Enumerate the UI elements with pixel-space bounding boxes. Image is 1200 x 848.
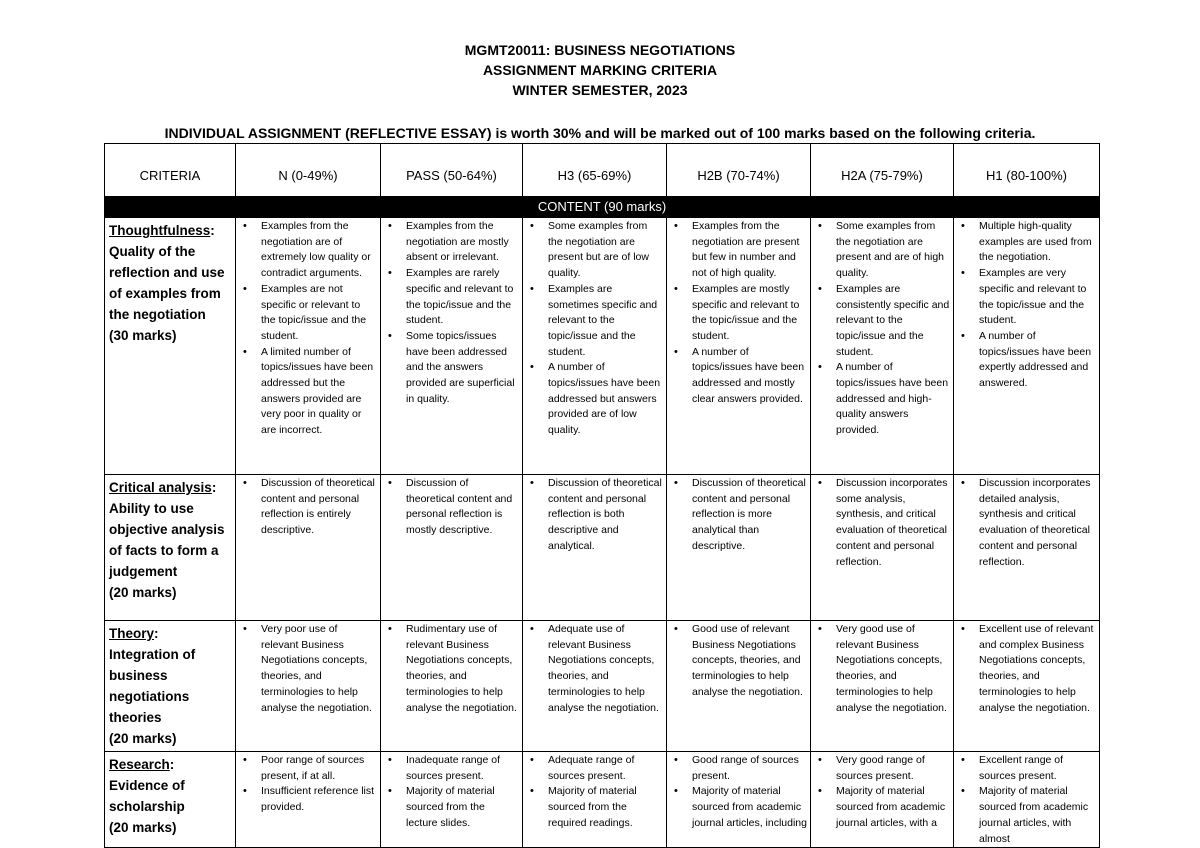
grade-cell-pass — [381, 475, 523, 621]
criteria-point: • Examples from the negotiation are mostly absent or irrelevant. — [406, 219, 519, 266]
criteria-point: • Discussion of theoretical content and personal reflection is mostly descriptive. — [406, 476, 519, 539]
grade-cell-h2b — [667, 218, 811, 475]
criteria-point-list — [384, 476, 519, 539]
content-band-label: CONTENT (90 marks) — [105, 197, 1100, 218]
criteria-point: • Good use of relevant Business Negotiations concepts, theories, and terminologies to help analyse the negotiation. — [692, 622, 807, 701]
grade-cell-pass — [381, 621, 523, 752]
criteria-point: • Some examples from the negotiation are present but are of low quality. — [548, 219, 663, 282]
criteria-point: • Discussion of theoretical content and personal reflection is entirely descriptive. — [261, 476, 377, 539]
criteria-point: • A number of topics/issues have been addressed and high-quality answers provided. — [836, 360, 950, 439]
criteria-cell: Theory: Integration of business negotiations theories (20 marks) — [105, 621, 236, 752]
criteria-point-list — [957, 219, 1096, 392]
column-header-h2a: H2A (75-79%) — [811, 144, 954, 197]
grade-cell-h2a — [811, 475, 954, 621]
criteria-name: Critical analysis — [109, 480, 212, 495]
criteria-cell: Research: Evidence of scholarship (20 marks) — [105, 752, 236, 848]
criteria-point-list — [957, 622, 1096, 716]
criteria-point: • A number of topics/issues have been addressed but answers provided are of low quality. — [548, 360, 663, 439]
criteria-point-list — [384, 219, 519, 407]
criteria-point-list — [239, 753, 377, 816]
content-band-row — [105, 197, 1100, 218]
criteria-point: • Excellent range of sources present. — [979, 753, 1096, 784]
grade-cell-n — [236, 621, 381, 752]
criteria-point: • Examples are very specific and relevant to the topic/issue and the student. — [979, 266, 1096, 329]
criteria-point: • Very good range of sources present. — [836, 753, 950, 784]
criteria-point-list — [384, 622, 519, 716]
criteria-row — [105, 621, 1100, 752]
column-header-h1: H1 (80-100%) — [954, 144, 1100, 197]
criteria-point: • Examples are consistently specific and relevant to the topic/issue and the student. — [836, 282, 950, 361]
criteria-point: • Some topics/issues have been addressed and the answers provided are superficial in quality. — [406, 329, 519, 408]
criteria-point: • Inadequate range of sources present. — [406, 753, 519, 784]
criteria-point-list — [526, 622, 663, 716]
criteria-point-list — [526, 476, 663, 555]
criteria-point: • A number of topics/issues have been addressed and mostly clear answers provided. — [692, 345, 807, 408]
grade-cell-h2a — [811, 752, 954, 848]
criteria-point-list — [526, 219, 663, 439]
grade-cell-h2a — [811, 218, 954, 475]
grade-cell-n — [236, 475, 381, 621]
grade-cell-h3 — [523, 218, 667, 475]
criteria-point: • Majority of material sourced from the lecture slides. — [406, 784, 519, 831]
grade-cell-h2b — [667, 752, 811, 848]
criteria-point-list — [239, 622, 377, 716]
grade-cell-h3 — [523, 475, 667, 621]
criteria-point: • Majority of material sourced from the required readings. — [548, 784, 663, 831]
criteria-point: • Examples from the negotiation are present but few in number and not of high quality. — [692, 219, 807, 282]
grade-cell-h3 — [523, 752, 667, 848]
grade-cell-n — [236, 218, 381, 475]
criteria-point-list — [957, 476, 1096, 570]
column-header-criteria: CRITERIA — [105, 144, 236, 197]
grade-cell-h3 — [523, 621, 667, 752]
criteria-point-list — [526, 753, 663, 832]
criteria-marks: (20 marks) — [109, 585, 177, 600]
criteria-point-list — [670, 622, 807, 701]
criteria-point-list — [670, 476, 807, 555]
criteria-description: Integration of business negotiations theories — [109, 647, 196, 725]
column-header-n: N (0-49%) — [236, 144, 381, 197]
criteria-name: Theory — [109, 626, 155, 641]
document-title: ASSIGNMENT MARKING CRITERIA — [482, 62, 718, 78]
criteria-cell: Critical analysis: Ability to use objective analysis of facts to form a judgement (20 marks) — [105, 475, 236, 621]
criteria-point: • Discussion incorporates detailed analysis, synthesis and critical evaluation of theoretical content and personal reflection. — [979, 476, 1096, 570]
criteria-row — [105, 218, 1100, 475]
criteria-point: • Very poor use of relevant Business Negotiations concepts, theories, and terminologies to help analyse the negotiation. — [261, 622, 377, 716]
criteria-point: • Discussion of theoretical content and personal reflection is both descriptive and analytical. — [548, 476, 663, 555]
criteria-description: Evidence of scholarship — [109, 778, 185, 814]
criteria-point: • Majority of material sourced from academic journal articles, including — [692, 784, 807, 831]
criteria-marks: (30 marks) — [109, 328, 177, 343]
column-header-h3: H3 (65-69%) — [523, 144, 667, 197]
grade-cell-h2b — [667, 475, 811, 621]
criteria-point: • Adequate use of relevant Business Negotiations concepts, theories, and terminologies to help analyse the negotiation. — [548, 622, 663, 716]
table-header-row — [105, 144, 1100, 197]
criteria-name: Thoughtfulness — [109, 223, 211, 238]
criteria-point: • Examples are mostly specific and relevant to the topic/issue and the student. — [692, 282, 807, 345]
marking-criteria-table — [104, 143, 1100, 848]
criteria-marks: (20 marks) — [109, 820, 177, 835]
criteria-point: • Adequate range of sources present. — [548, 753, 663, 784]
criteria-point-list — [814, 219, 950, 439]
criteria-point: • Examples from the negotiation are of extremely low quality or contradict arguments. — [261, 219, 377, 282]
criteria-point: • A number of topics/issues have been expertly addressed and answered. — [979, 329, 1096, 392]
grade-cell-h1 — [954, 218, 1100, 475]
criteria-point: • A limited number of topics/issues have been addressed but the answers provided are very poor in quality or are incorrect. — [261, 345, 377, 439]
criteria-description: Quality of the reflection and use of examples from the negotiation — [109, 244, 225, 322]
column-header-h2b: H2B (70-74%) — [667, 144, 811, 197]
criteria-point: • Poor range of sources present, if at all. — [261, 753, 377, 784]
grade-cell-pass — [381, 752, 523, 848]
grade-cell-h2b — [667, 621, 811, 752]
criteria-point: • Some examples from the negotiation are present and are of high quality. — [836, 219, 950, 282]
column-header-pass: PASS (50-64%) — [381, 144, 523, 197]
criteria-point: • Examples are rarely specific and relevant to the topic/issue and the student. — [406, 266, 519, 329]
grade-cell-pass — [381, 218, 523, 475]
criteria-point: • Majority of material sourced from academic journal articles, with a — [836, 784, 950, 831]
criteria-point: • Excellent use of relevant and complex Business Negotiations concepts, theories, and terminologies to help analyse the negotiation. — [979, 622, 1096, 716]
criteria-point-list — [814, 753, 950, 832]
criteria-point-list — [670, 753, 807, 832]
criteria-row — [105, 752, 1100, 848]
criteria-point-list — [814, 622, 950, 716]
grade-cell-h1 — [954, 752, 1100, 848]
criteria-point: • Examples are sometimes specific and relevant to the topic/issue and the student. — [548, 282, 663, 361]
criteria-point: • Discussion of theoretical content and personal reflection is more analytical than descriptive. — [692, 476, 807, 555]
criteria-point: • Very good use of relevant Business Negotiations concepts, theories, and terminologies to help analyse the negotiation. — [836, 622, 950, 716]
criteria-point: • Majority of material sourced from academic journal articles, with almost — [979, 784, 1096, 847]
semester-title: WINTER SEMESTER, 2023 — [512, 82, 688, 98]
criteria-point-list — [239, 476, 377, 539]
grade-cell-n — [236, 752, 381, 848]
criteria-point: • Rudimentary use of relevant Business Negotiations concepts, theories, and terminologies to help analyse the negotiation. — [406, 622, 519, 716]
criteria-point-list — [239, 219, 377, 439]
criteria-point-list — [670, 219, 807, 407]
criteria-point-list — [384, 753, 519, 832]
criteria-point: • Good range of sources present. — [692, 753, 807, 784]
criteria-marks: (20 marks) — [109, 731, 177, 746]
document-header — [0, 40, 1200, 100]
grade-cell-h1 — [954, 475, 1100, 621]
course-title: MGMT20011: BUSINESS NEGOTIATIONS — [464, 42, 736, 58]
criteria-point-list — [814, 476, 950, 570]
criteria-name: Research — [109, 757, 170, 772]
criteria-point: • Insufficient reference list provided. — [261, 784, 377, 815]
criteria-point: • Discussion incorporates some analysis, synthesis, and critical evaluation of theoretical content and personal reflection. — [836, 476, 950, 570]
criteria-description: Ability to use objective analysis of facts to form a judgement — [109, 501, 225, 579]
criteria-point-list — [957, 753, 1096, 847]
criteria-point: • Examples are not specific or relevant to the topic/issue and the student. — [261, 282, 377, 345]
grade-cell-h2a — [811, 621, 954, 752]
criteria-row — [105, 475, 1100, 621]
criteria-point: • Multiple high-quality examples are used from the negotiation. — [979, 219, 1096, 266]
grade-cell-h1 — [954, 621, 1100, 752]
criteria-cell: Thoughtfulness: Quality of the reflection and use of examples from the negotiation (30 marks) — [105, 218, 236, 475]
assignment-intro: INDIVIDUAL ASSIGNMENT (REFLECTIVE ESSAY) is worth 30% and will be marked out of 100 marks based on the following criteria. — [164, 125, 1036, 141]
